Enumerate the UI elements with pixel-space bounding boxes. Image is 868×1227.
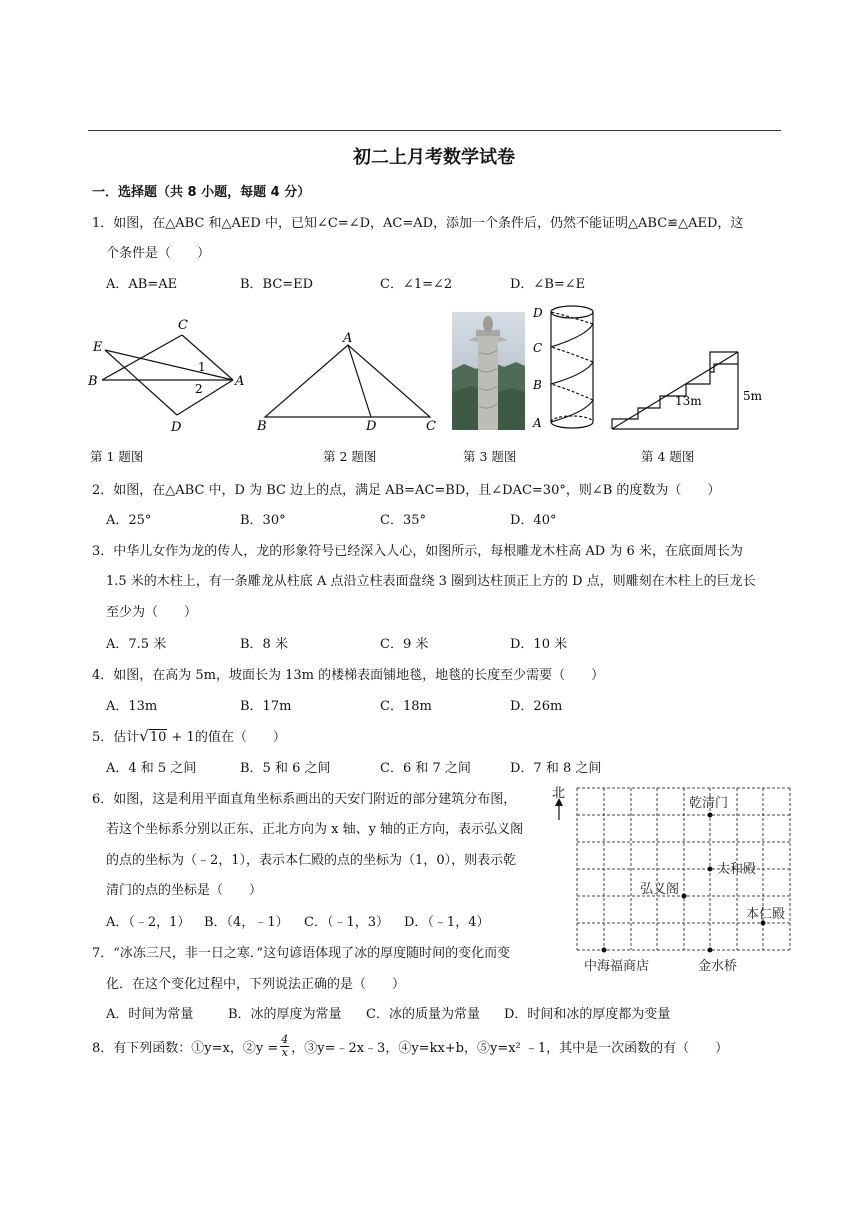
q4-option-a: A．13m	[106, 699, 158, 714]
map-label-zhonghai-store: 中海福商店	[584, 959, 650, 974]
q8-part2: ，③y=﹣2x﹣3，④y=kx+b，⑤y=x² ﹣1，其中是一次函数的有（ ）	[291, 1041, 729, 1056]
fig1-caption: 第 1 题图	[90, 449, 144, 464]
q6-option-b: B．（4，﹣1）	[204, 915, 289, 930]
q1-option-d: D．∠B=∠E	[510, 277, 586, 292]
column-photo-image	[452, 312, 525, 430]
q7-option-b: B．冰的厚度为常量	[228, 1007, 342, 1022]
q5-prefix: 5．估计	[92, 730, 140, 745]
q4-option-b: B．17m	[240, 699, 292, 714]
fig4-label-slope: 13m	[675, 394, 702, 408]
q3-text-line2: 1.5 米的木柱上，有一条雕龙从柱底 A 点沿立柱表面盘绕 3 圈到达柱顶正上方的 D 点，则雕刻在木柱上的巨龙长	[106, 574, 756, 589]
fig3-label-d: D	[533, 306, 543, 320]
q5-option-c: C．6 和 7 之间	[380, 761, 471, 776]
map-label-taihedian: 太和殿	[717, 862, 757, 877]
map-label-qianqingmen: 乾清门	[689, 796, 729, 811]
fig2-label-a: A	[343, 331, 353, 346]
header-rule	[88, 130, 781, 131]
fig4-caption: 第 4 题图	[641, 449, 695, 464]
figure-2	[255, 330, 445, 435]
q5-text	[92, 726, 286, 745]
q1-option-c: C．∠1=∠2	[380, 277, 453, 292]
q1-text-line2: 个条件是（ ）	[106, 246, 211, 261]
fig2-label-d: D	[366, 419, 377, 434]
q8-fraction-denominator: x	[281, 1046, 288, 1059]
q1-option-a: A．AB=AE	[106, 277, 178, 292]
fig3-label-a: A	[533, 416, 542, 430]
fig2-caption: 第 2 题图	[323, 449, 377, 464]
q2-text: 2．如图，在△ABC 中，D 为 BC 边上的点，满足 AB=AC=BD，且∠DAC=30°，则∠B 的度数为（ ）	[92, 483, 721, 498]
q3-option-a: A．7.5 米	[106, 637, 167, 652]
figure-1	[85, 315, 250, 435]
q3-text-line1: 3．中华儿女作为龙的传人，龙的形象符号已经深入人心，如图所示，每根雕龙木柱高 AD 为 6 米，在底面周长为	[92, 544, 743, 559]
page-title: 初二上月考数学试卷	[353, 147, 515, 168]
q4-text: 4．如图，在高为 5m，坡面长为 13m 的楼梯表面铺地毯，地毯的长度至少需要（ ）	[92, 668, 605, 683]
q1-text-line1: 1．如图，在△ABC 和△AED 中，已知∠C=∠D，AC=AD，添加一个条件后，仍然不能证明△ABC≌△AED，这	[92, 216, 744, 231]
q5-option-d: D．7 和 8 之间	[510, 761, 602, 776]
map-label-jinshuiqiao: 金水桥	[698, 959, 738, 974]
q6-text-line2: 若这个坐标系分别以正东、正北方向为 x 轴、y 轴的正方向，表示弘义阁	[106, 822, 524, 837]
q6-text-line1: 6．如图，这是利用平面直角坐标系画出的天安门附近的部分建筑分布图，	[92, 792, 517, 807]
sqrt-symbol: √	[139, 727, 149, 745]
fig1-label-e: E	[93, 340, 103, 355]
q3-option-b: B．8 米	[240, 637, 288, 652]
q6-option-c: C．（﹣1，3）	[304, 915, 389, 930]
q5-option-a: A．4 和 5 之间	[106, 761, 197, 776]
q3-option-c: C．9 米	[380, 637, 429, 652]
q8-text	[92, 1034, 728, 1059]
section-heading: 一．选择题（共 8 小题，每题 4 分）	[92, 185, 311, 200]
figure-4	[610, 348, 780, 434]
q3-text-line3: 至少为（ ）	[106, 605, 198, 620]
fig1-label-b: B	[88, 374, 98, 389]
q2-option-a: A．25°	[106, 513, 152, 528]
q5-suffix: + 1的值在（ ）	[167, 730, 286, 745]
fig1-label-2: 2	[195, 382, 203, 396]
q4-option-d: D．26m	[510, 699, 563, 714]
fig4-label-height: 5m	[743, 389, 763, 403]
q8-part1: 8．有下列函数：①y=x，②y =	[92, 1041, 279, 1056]
fig3-label-c: C	[533, 341, 543, 355]
map-label-hongyige: 弘义阁	[640, 882, 680, 897]
q7-option-a: A．时间为常量	[106, 1007, 194, 1022]
fig1-label-1: 1	[198, 360, 206, 374]
fig1-label-a: A	[235, 374, 245, 389]
q8-fraction-numerator: 4	[281, 1033, 289, 1046]
q6-text-line3: 的点的坐标为（﹣2，1），表示本仁殿的点的坐标为（1，0），则表示乾	[106, 853, 517, 868]
q4-option-c: C．18m	[380, 699, 432, 714]
q7-text-line1: 7．“冰冻三尺，非一日之寒．”这句谚语体现了冰的厚度随时间的变化而变	[92, 946, 511, 961]
q7-option-c: C．冰的质量为常量	[366, 1007, 480, 1022]
q6-option-a: A．（﹣2，1）	[106, 915, 191, 930]
q3-option-d: D．10 米	[510, 637, 568, 652]
q2-option-c: C．35°	[380, 513, 426, 528]
map-north-label: 北	[552, 786, 566, 801]
q1-option-b: B．BC=ED	[240, 277, 314, 292]
q6-option-d: D．（﹣1，4）	[404, 915, 490, 930]
map-label-benrendian: 本仁殿	[746, 907, 786, 922]
q8-fraction	[280, 1034, 289, 1059]
fig3-label-b: B	[533, 378, 542, 392]
q2-option-b: B．30°	[240, 513, 286, 528]
q6-text-line4: 清门的点的坐标是（ ）	[106, 883, 263, 898]
q7-text-line2: 化．在这个变化过程中，下列说法正确的是（ ）	[106, 977, 406, 992]
fig2-label-b: B	[257, 419, 267, 434]
fig1-label-c: C	[178, 318, 188, 333]
fig3-caption: 第 3 题图	[463, 449, 517, 464]
q7-option-d: D．时间和冰的厚度都为变量	[504, 1007, 671, 1022]
map-grid-figure	[548, 780, 798, 980]
q2-option-d: D．40°	[510, 513, 557, 528]
figure-3-cylinder	[528, 302, 600, 434]
q5-option-b: B．5 和 6 之间	[240, 761, 331, 776]
fig1-label-d: D	[171, 420, 182, 435]
q5-radicand: 10	[149, 730, 167, 745]
fig2-label-c: C	[426, 419, 436, 434]
